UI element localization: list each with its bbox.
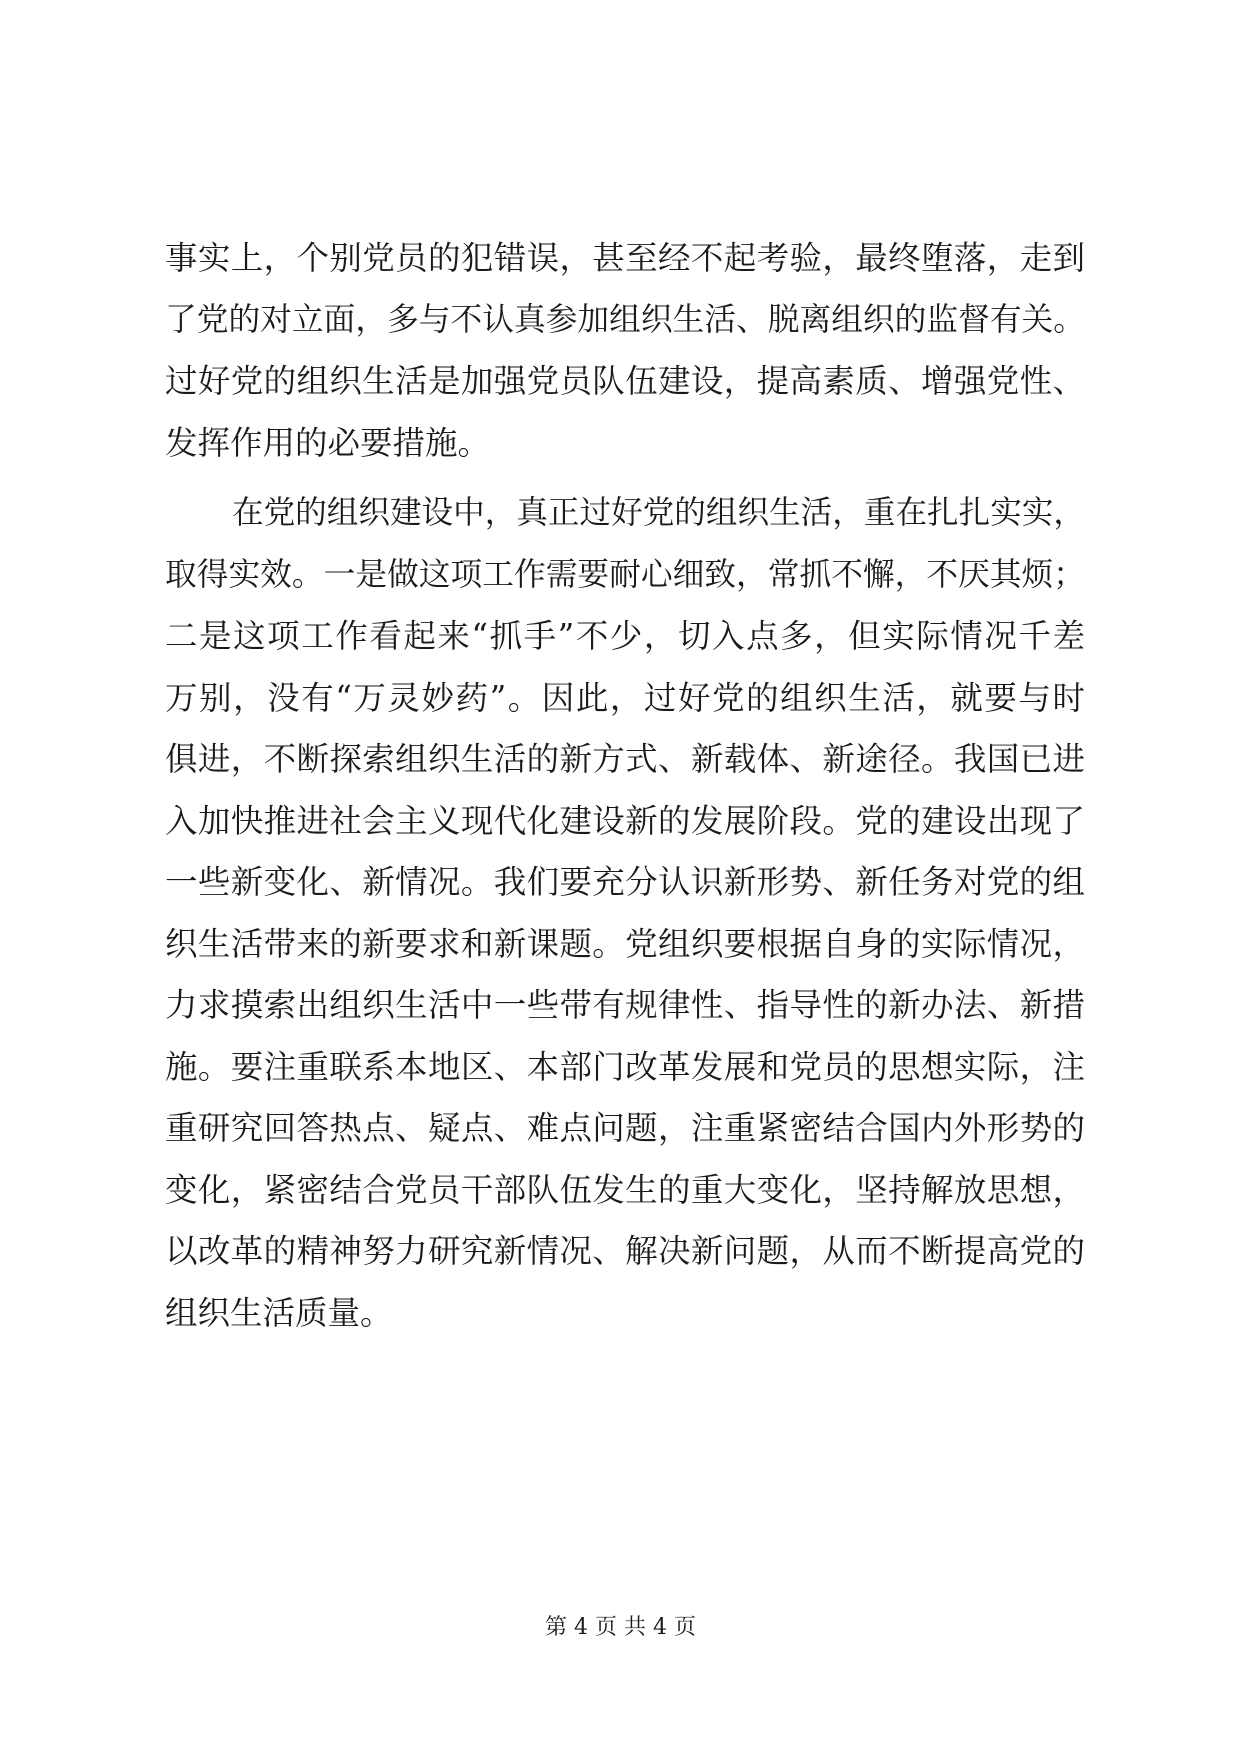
- paragraph-line: 重研究回答热点、疑点、难点问题，注重紧密结合国内外形势的: [165, 1109, 1085, 1147]
- paragraph-gap: [165, 474, 1085, 483]
- paragraph-line: 事实上，个别党员的犯错误，甚至经不起考验，最终堕落，走到: [165, 239, 1085, 277]
- paragraph-line: 变化，紧密结合党员干部队伍发生的重大变化，坚持解放思想，: [165, 1170, 1085, 1209]
- paragraph-line: 组织生活质量。: [165, 1293, 393, 1332]
- paragraph-line: 过好党的组织生活是加强党员队伍建设，提高素质、增强党性、: [165, 362, 1085, 400]
- paragraph-line: 了党的对立面，多与不认真参加组织生活、脱离组织的监督有关。: [165, 301, 1085, 338]
- paragraph-line: 施。要注重联系本地区、本部门改革发展和党员的思想实际，注: [165, 1047, 1085, 1086]
- paragraph-line: 力求摸索出组织生活中一些带有规律性、指导性的新办法、新措: [165, 986, 1085, 1024]
- paragraph-line: 以改革的精神努力研究新情况、解决新问题，从而不断提高党的: [165, 1232, 1085, 1270]
- paragraph-line: 一些新变化、新情况。我们要充分认识新形势、新任务对党的组: [165, 863, 1085, 901]
- paragraph-line: 织生活带来的新要求和新课题。党组织要根据自身的实际情况，: [165, 924, 1085, 963]
- paragraph-1: [165, 228, 1085, 474]
- page-number-footer: 第 4 页 共 4 页: [545, 1615, 696, 1640]
- paragraph-2: [165, 483, 1085, 1344]
- paragraph-line: 取得实效。一是做这项工作需要耐心细致，常抓不懈，不厌其烦；: [165, 556, 1085, 593]
- document-body: [165, 228, 1085, 1344]
- paragraph-line: 在党的组织建设中，真正过好党的组织生活，重在扎扎实实，: [232, 495, 1085, 531]
- paragraph-line: 万别，没有“万灵妙药”。因此，过好党的组织生活，就要与时: [165, 678, 1085, 717]
- paragraph-line: 二是这项工作看起来“抓手”不少，切入点多，但实际情况千差: [165, 617, 1085, 655]
- paragraph-line: 发挥作用的必要措施。: [165, 423, 491, 462]
- paragraph-line: 俱进，不断探索组织生活的新方式、新载体、新途径。我国已进: [165, 740, 1085, 778]
- paragraph-line: 入加快推进社会主义现代化建设新的发展阶段。党的建设出现了: [165, 801, 1085, 840]
